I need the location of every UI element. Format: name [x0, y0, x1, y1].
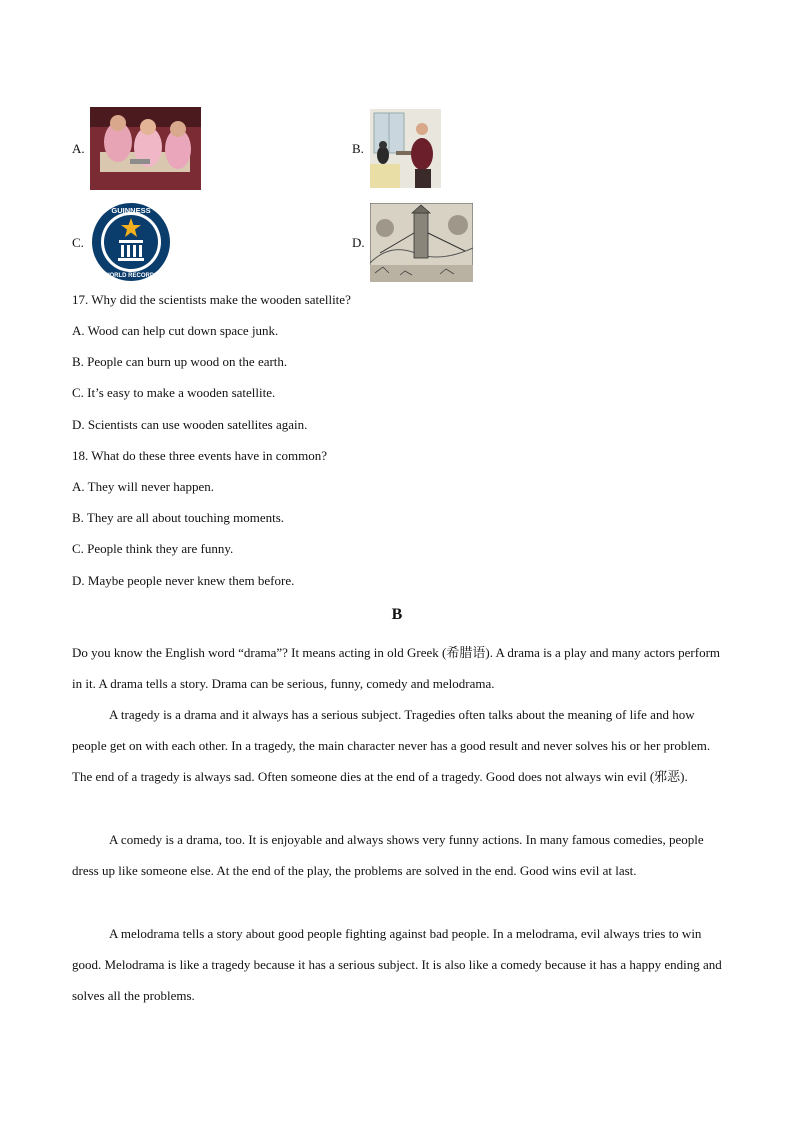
passage-paragraph-3: A comedy is a drama, too. It is enjoyable and always shows very funny actions. In many famous comedies, people dress up like someone else. At the end of the play, the problems are solved in the end. Good wins evil at last. [72, 832, 704, 879]
guinness-logo [91, 202, 171, 282]
passage-paragraph-1: Do you know the English word “drama”? It means acting in old Greek (希腊语). A drama is a play and many actors perform in it. A drama tells a story. Drama can be serious, funny, comedy and melodrama. [72, 645, 721, 692]
option-b-label: B. [352, 141, 364, 156]
option-a-label: A. [72, 141, 85, 156]
option-b-image [370, 109, 441, 188]
question-17-option-b: B. People can burn up wood on the earth. [72, 354, 288, 369]
svg-text:GUINNESS: GUINNESS [111, 206, 151, 215]
option-a-image [90, 107, 201, 190]
passage-paragraph-2: A tragedy is a drama and it always has a serious subject. Tragedies often talks about the meaning of life and how people get on with each other. In a tragedy, the main character never has a good result and never solves his or her problem. The end of a tragedy is always sad. Often someone dies at the end of a tragedy. Good does not always win evil (邪恶). [72, 707, 711, 785]
option-c-image [91, 202, 171, 282]
passage-paragraph-4: A melodrama tells a story about good people fighting against bad people. In a melodrama, evil always tries to win good. Melodrama is like a tragedy because it has a serious subject. It is also like a comedy because it has a happy ending and solves all the problems. [72, 926, 722, 1004]
svg-text:WORLD RECORDS: WORLD RECORDS [103, 273, 159, 279]
question-18-option-a: A. They will never happen. [72, 479, 214, 494]
question-18-option-d: D. Maybe people never knew them before. [72, 573, 295, 588]
question-17-option-c: C. It’s easy to make a wooden satellite. [72, 385, 276, 400]
question-18-option-c: C. People think they are funny. [72, 541, 234, 556]
question-17-stem: 17. Why did the scientists make the wooden satellite? [72, 292, 351, 307]
question-18-option-b: B. They are all about touching moments. [72, 510, 285, 525]
question-18-stem: 18. What do these three events have in common? [72, 448, 327, 463]
option-c-label: C. [72, 235, 84, 250]
question-17-option-a: A. Wood can help cut down space junk. [72, 323, 279, 338]
option-d-image [370, 203, 473, 282]
question-17-option-d: D. Scientists can use wooden satellites again. [72, 417, 308, 432]
section-heading: B [391, 606, 403, 623]
option-d-label: D. [352, 235, 365, 250]
